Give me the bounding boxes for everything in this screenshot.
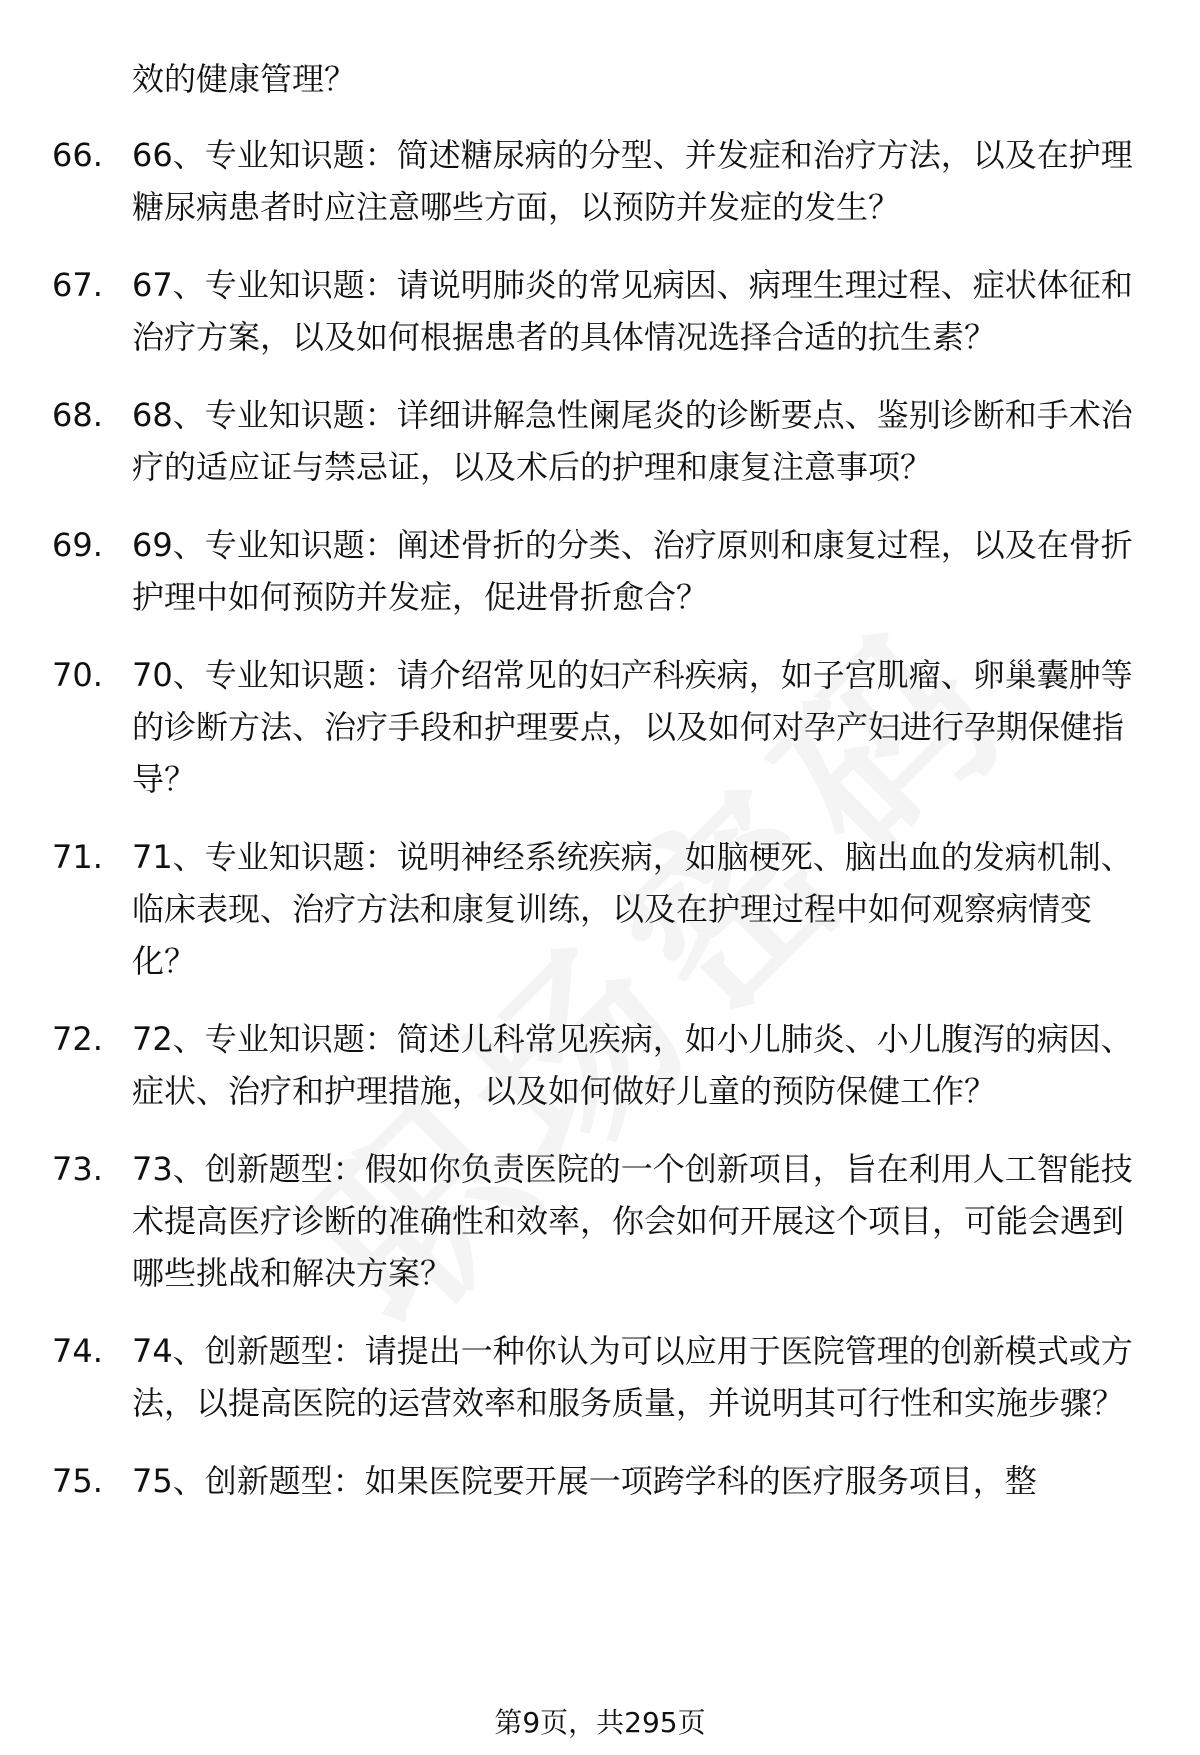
list-item [52,1325,1140,1429]
list-item [52,129,1140,233]
list-item [52,259,1140,363]
item-number: 70. [52,656,103,694]
item-text: 69、专业知识题：阐述骨折的分类、治疗原则和康复过程，以及在骨折护理中如何预防并发症，促进骨折愈合？ [132,526,1133,616]
list-item [52,649,1140,805]
item-text: 72、专业知识题：简述儿科常见疾病，如小儿肺炎、小儿腹泻的病因、症状、治疗和护理措施，以及如何做好儿童的预防保健工作？ [132,1020,1133,1110]
page-footer: 第9页，共295页 [494,1706,706,1739]
item-text: 74、创新题型：请提出一种你认为可以应用于医院管理的创新模式或方法，以提高医院的运营效率和服务质量，并说明其可行性和实施步骤？ [132,1332,1133,1422]
item-number: 72. [52,1020,103,1058]
item-number: 67. [52,266,103,304]
item-number: 69. [52,526,103,564]
item-text: 66、专业知识题：简述糖尿病的分型、并发症和治疗方法，以及在护理糖尿病患者时应注意哪些方面，以预防并发症的发生？ [132,136,1133,226]
item-text: 67、专业知识题：请说明肺炎的常见病因、病理生理过程、症状体征和治疗方案，以及如何根据患者的具体情况选择合适的抗生素？ [132,266,1133,356]
list-item [52,519,1140,623]
continued-text: 效的健康管理？ [132,60,357,98]
item-number: 71. [52,838,103,876]
item-number: 73. [52,1150,103,1188]
item-text: 68、专业知识题：详细讲解急性阑尾炎的诊断要点、鉴别诊断和手术治疗的适应证与禁忌证，以及术后的护理和康复注意事项？ [132,396,1133,486]
list-item [52,389,1140,493]
question-list [52,129,1140,1507]
list-item [52,1455,1140,1507]
item-text: 70、专业知识题：请介绍常见的妇产科疾病，如子宫肌瘤、卵巢囊肿等的诊断方法、治疗手段和护理要点，以及如何对孕产妇进行孕期保健指导？ [132,656,1133,798]
item-number: 66. [52,136,103,174]
item-text: 71、专业知识题：说明神经系统疾病，如脑梗死、脑出血的发病机制、临床表现、治疗方法和康复训练，以及在护理过程中如何观察病情变化？ [132,838,1133,980]
item-text: 73、创新题型：假如你负责医院的一个创新项目，旨在利用人工智能技术提高医疗诊断的准确性和效率，你会如何开展这个项目，可能会遇到哪些挑战和解决方案？ [132,1150,1133,1292]
list-item [52,1143,1140,1299]
item-text: 75、创新题型：如果医院要开展一项跨学科的医疗服务项目，整 [132,1462,1037,1500]
item-number: 74. [52,1332,103,1370]
list-item [52,1013,1140,1117]
list-item [52,831,1140,987]
item-number: 68. [52,396,103,434]
item-number: 75. [52,1462,103,1500]
